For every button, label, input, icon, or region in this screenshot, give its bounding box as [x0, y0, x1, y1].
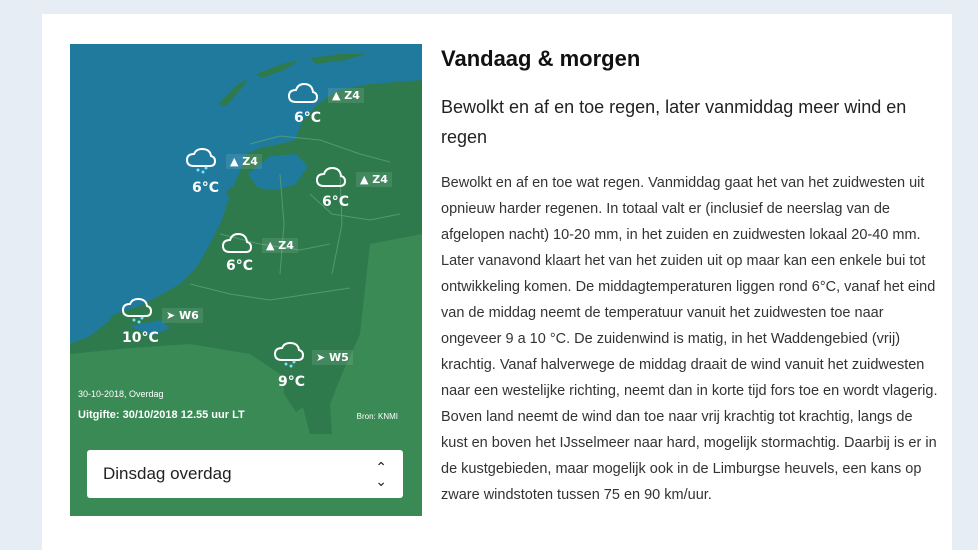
- station-temperature: 6°C: [322, 194, 350, 210]
- chevron-updown-icon: ⌃ ⌄: [375, 459, 387, 489]
- period-select[interactable]: [87, 450, 403, 498]
- map-source-label: Bron: KNMI: [356, 412, 398, 421]
- map-issued-label: Uitgifte: 30/10/2018 12.55 uur LT: [78, 409, 245, 421]
- weather-map: [70, 44, 422, 434]
- cloud-icon: [288, 82, 318, 104]
- map-station-north: [288, 80, 408, 140]
- station-wind: ▲ Z4: [328, 88, 364, 103]
- weather-map-panel: [70, 44, 422, 516]
- station-temperature: 6°C: [226, 258, 254, 274]
- station-wind: ▲ Z4: [226, 154, 262, 169]
- cloud-icon: [222, 232, 252, 254]
- map-station-east: [316, 164, 422, 224]
- map-date-label: 30-10-2018, Overdag: [78, 389, 164, 399]
- station-temperature: 10°C: [122, 330, 159, 346]
- period-select-value: Dinsdag overdag: [103, 464, 232, 483]
- rain-cloud-icon: [274, 342, 304, 368]
- map-station-northwest: [186, 148, 306, 208]
- station-wind: ➤ W6: [162, 308, 203, 323]
- map-station-southwest: [122, 298, 242, 358]
- station-temperature: 6°C: [294, 110, 322, 126]
- rain-cloud-icon: [186, 148, 216, 174]
- forecast-body: Bewolkt en af en toe wat regen. Vanmiddag gaat het van het zuidwesten uit opnieuw harder regenen. In totaal valt er (inclusief de neerslag van de afgelopen nacht) 10-20 mm, in het zuiden en zuidwesten lokaal 20-40 mm. Later vanavond klaart het van het zuiden uit op maar kan een enkele bui tot ontwikkeling komen. De middagtemperaturen liggen rond 6°C, vanaf het eind van de middag neemt de temperatuur vanuit het zuidwesten toe naar ongeveer 9 a 10 °C. De zuidenwind is matig, in het Waddengebied (vrij) krachtig. Vanaf halverwege de middag draait de wind vanuit het zuidwesten naar een westelijke richting, neemt dan in korte tijd fors toe en wordt vlagerig. Boven land neemt de wind dan toe naar vrij krachtig tot krachtig, langs de kust en boven het IJsselmeer naar hard, mogelijk stormachtig. Daarbij is er in de kustgebieden, maar mogelijk ook in de Limburgse heuvels, een kans op zware windstoten tussen 75 en 90 km/uur.: [441, 175, 938, 503]
- station-temperature: 9°C: [278, 374, 306, 390]
- forecast-title: Vandaag & morgen: [441, 46, 641, 71]
- map-station-center: [222, 230, 342, 290]
- forecast-subtitle: Bewolkt en af en toe regen, later vanmiddag meer wind en regen: [441, 97, 907, 147]
- station-wind: ▲ Z4: [356, 172, 392, 187]
- map-station-south: [274, 342, 394, 402]
- rain-cloud-icon: [122, 298, 152, 324]
- cloud-icon: [316, 166, 346, 188]
- station-wind: ▲ Z4: [262, 238, 298, 253]
- station-temperature: 6°C: [192, 180, 220, 196]
- station-wind: ➤ W5: [312, 350, 353, 365]
